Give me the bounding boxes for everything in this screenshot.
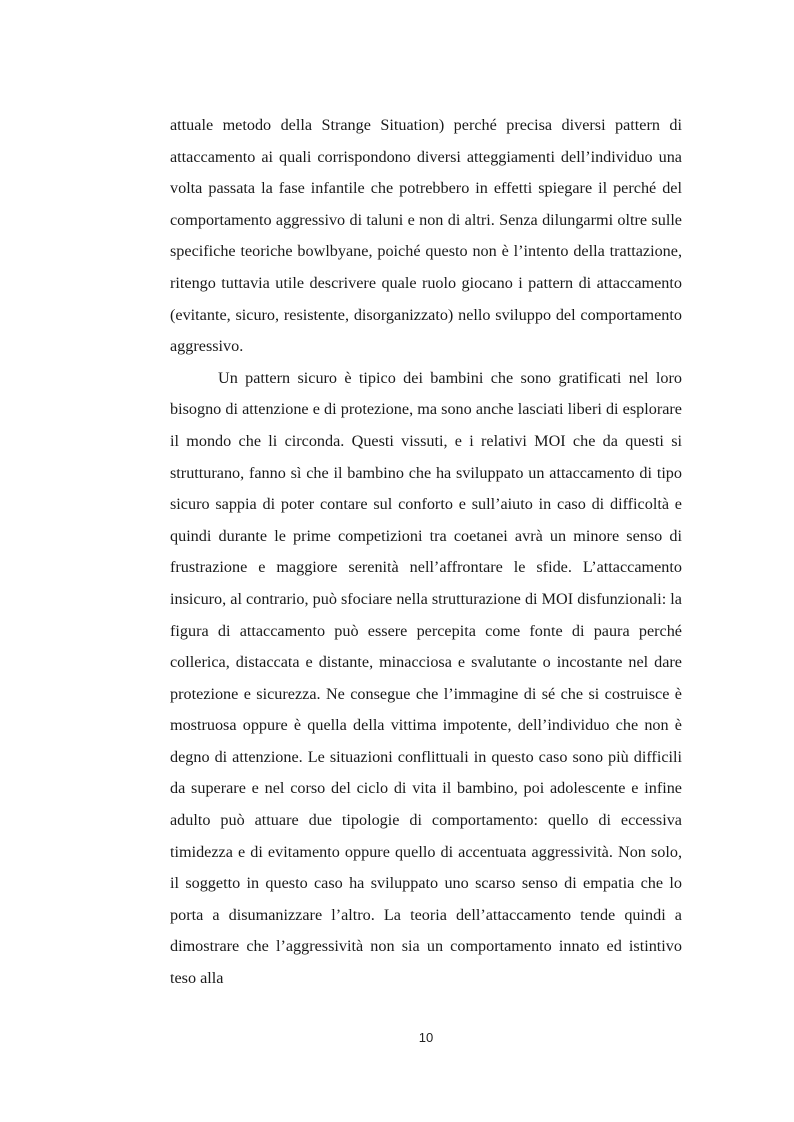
paragraph-continuation: attuale metodo della Strange Situation) perché precisa diversi pattern di attaccamento ai quali corrispondono diversi atteggiamenti dell’individuo una volta passata la fase infantile che potrebbero in effetti spiegare il perché del comportamento aggressivo di taluni e non di altri. Senza dilungarmi oltre sulle specifiche teoriche bowlbyane, poiché questo non è l’intento della trattazione, ritengo tuttavia utile descrivere quale ruolo giocano i pattern di attaccamento (evitante, sicuro, resistente, disorganizzato) nello sviluppo del comportamento aggressivo. [170, 116, 682, 356]
page-number: 10 [418, 1030, 434, 1045]
body-text [170, 110, 682, 995]
paragraph-secure-pattern: Un pattern sicuro è tipico dei bambini che sono gratificati nel loro bisogno di attenzione e di protezione, ma sono anche lasciati liberi di esplorare il mondo che li circonda. Questi vissuti, e i relativi MOI che da questi si strutturano, fanno sì che il bambino che ha sviluppato un attaccamento di tipo sicuro sappia di poter contare sul conforto e sull’aiuto in caso di difficoltà e quindi durante le prime competizioni tra coetanei avrà un minore senso di frustrazione e maggiore serenità nell’affrontare le sfide. L’attaccamento insicuro, al contrario, può sfociare nella strutturazione di MOI disfunzionali: la figura di attaccamento può essere percepita come fonte di paura perché collerica, distaccata e distante, minacciosa e svalutante o incostante nel dare protezione e sicurezza. Ne consegue che l’immagine di sé che si costruisce è mostruosa oppure è quella della vittima impotente, dell’individuo che non è degno di attenzione. Le situazioni conflittuali in questo caso sono più difficili da superare e nel corso del ciclo di vita il bambino, poi adolescente e infine adulto può attuare due tipologie di comportamento: quello di eccessiva timidezza e di evitamento oppure quello di accentuata aggressività. Non solo, il soggetto in questo caso ha sviluppato uno scarso senso di empatia che lo porta a disumanizzare l’altro. La teoria dell’attaccamento tende quindi a dimostrare che l’aggressività non sia un comportamento innato ed istintivo teso alla [170, 368, 682, 988]
